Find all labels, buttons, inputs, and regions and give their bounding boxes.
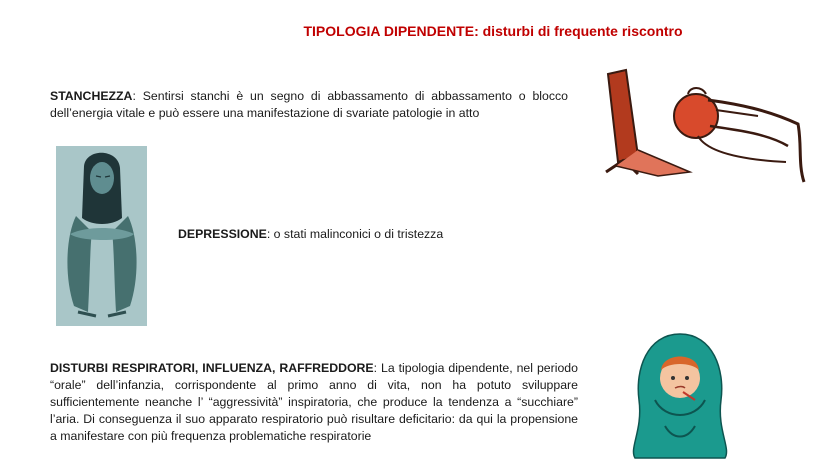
- section-text: : La tipologia dipendente, nel periodo “orale” dell’infanzia, corrispondente al primo anno di vita, non ha potuto sviluppare sufficientemente neanche l’ “aggressività” inspiratoria, che produce la tendenza a “succhiare” l’aria. Di conseguenza il suo apparato respiratorio può risultare deficitario: da qui la propensione a manifestare con più frequenza problematiche respiratorie: [50, 361, 578, 443]
- sick-child-blanket-illustration: [625, 330, 735, 462]
- section-text: : Sentirsi stanchi è un segno di abbassamento di abbassamento o blocco dell’energia vitale e può essere una manifestazione di svariate patologie in atto: [50, 89, 568, 120]
- section-term: DISTURBI RESPIRATORI, INFLUENZA, RAFFREDDORE: [50, 361, 374, 375]
- section-disturbi-respiratori: [50, 360, 578, 445]
- page-title: TIPOLOGIA DIPENDENTE: disturbi di frequente riscontro: [303, 23, 683, 39]
- section-text: : o stati malinconici o di tristezza: [266, 227, 444, 241]
- section-term: DEPRESSIONE: [178, 227, 267, 241]
- depressed-girl-illustration: [56, 146, 147, 326]
- section-term: STANCHEZZA: [50, 89, 133, 103]
- tired-at-desk-illustration: [598, 64, 810, 188]
- section-stanchezza: [50, 88, 568, 122]
- section-depressione: [178, 226, 578, 243]
